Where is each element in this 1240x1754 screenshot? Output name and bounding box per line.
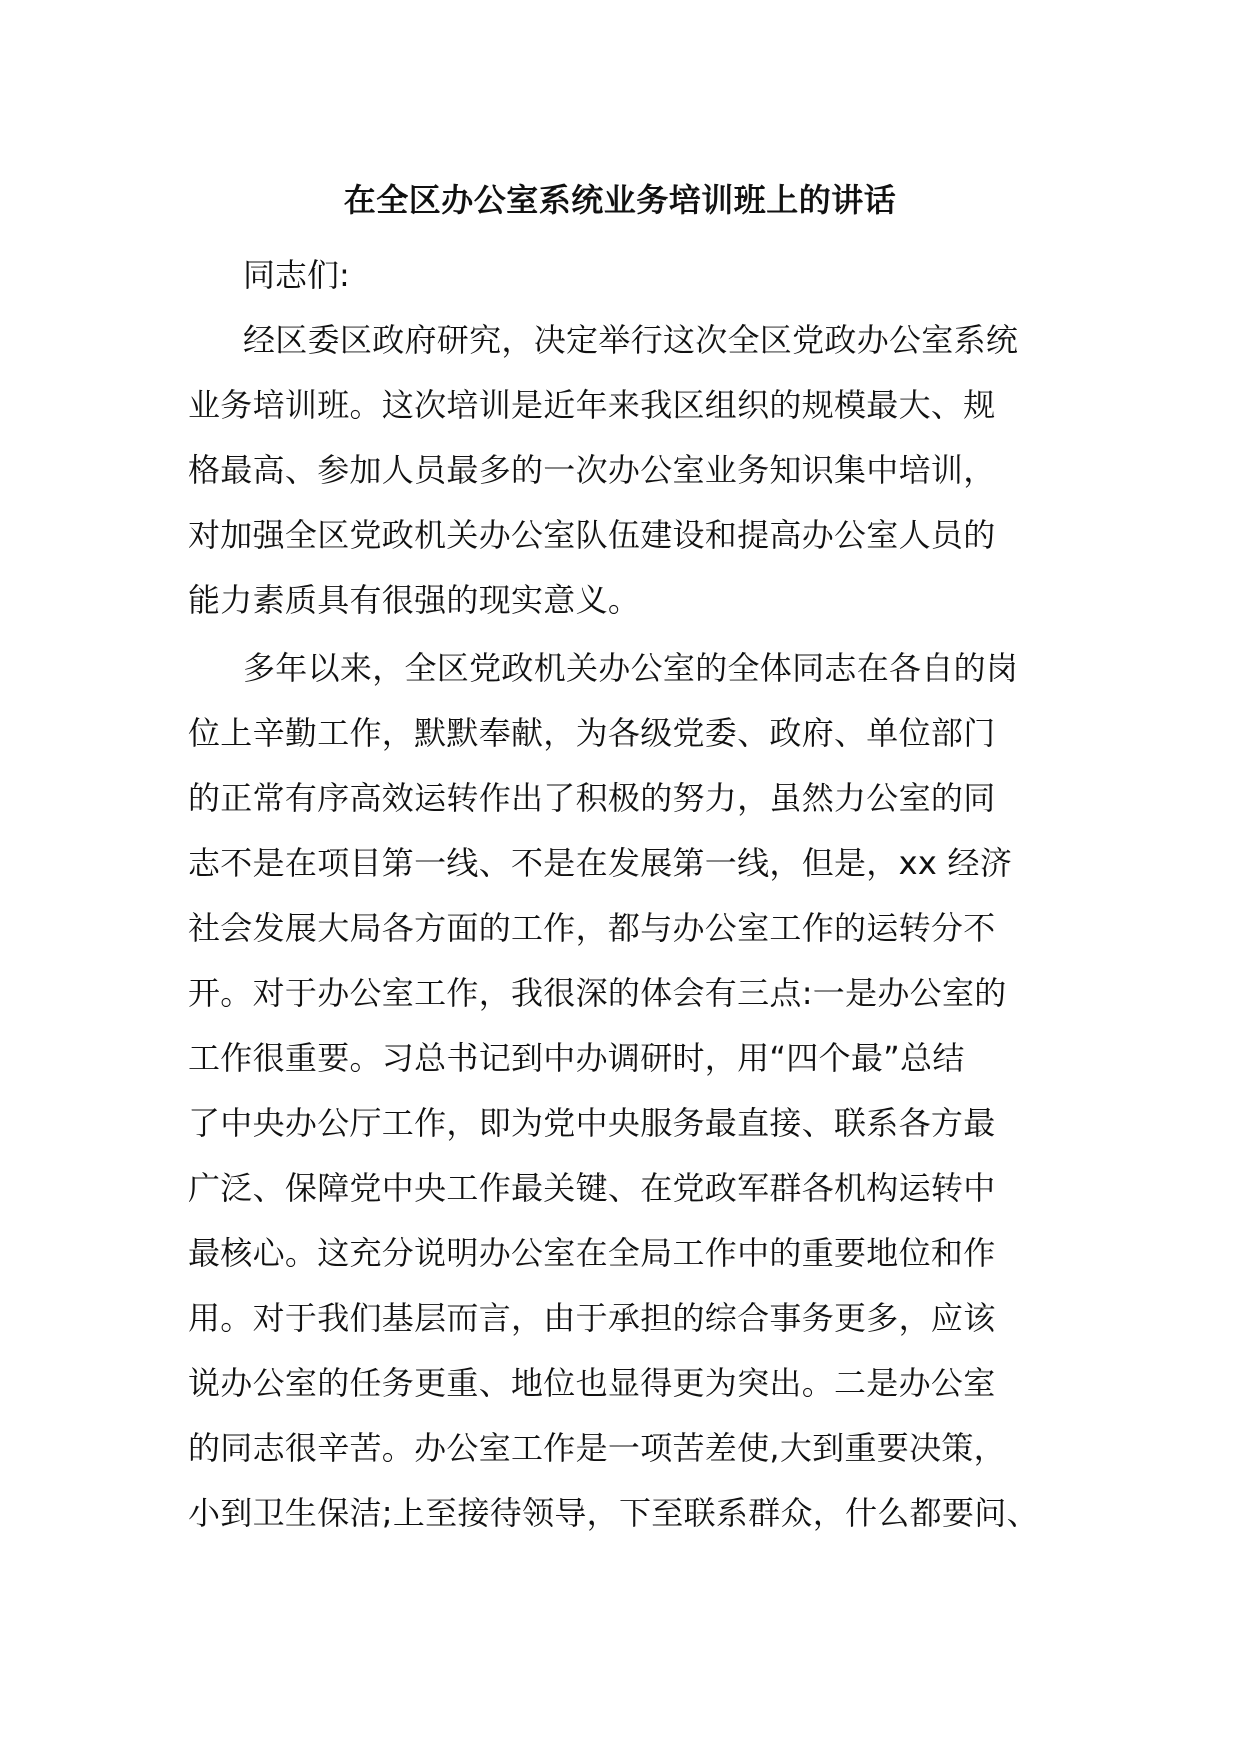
text-line: 业务培训班。这次培训是近年来我区组织的规模最大、规	[188, 386, 996, 424]
text-line: 工作很重要。习总书记到中办调研时，用“四个最”总结	[188, 1039, 965, 1077]
text-line: 的同志很辛苦。办公室工作是一项苦差使,大到重要决策，	[188, 1429, 1006, 1467]
document-title: 在全区办公室系统业务培训班上的讲话	[343, 181, 897, 219]
text-line: 的正常有序高效运转作出了积极的努力，虽然力公室的同	[188, 779, 996, 817]
text-line: 最核心。这充分说明办公室在全局工作中的重要地位和作	[188, 1234, 996, 1272]
text-line: 位上辛勤工作，默默奉献，为各级党委、政府、单位部门	[188, 714, 996, 752]
text-line: 社会发展大局各方面的工作，都与办公室工作的运转分不	[188, 909, 996, 947]
text-line: 多年以来，全区党政机关办公室的全体同志在各自的岗	[243, 649, 1019, 687]
text-line: 了中央办公厅工作，即为党中央服务最直接、联系各方最	[188, 1104, 996, 1142]
text-line: 格最高、参加人员最多的一次办公室业务知识集中培训，	[188, 451, 996, 489]
text-line: 小到卫生保洁;上至接待领导，下至联系群众，什么都要问、	[188, 1494, 1039, 1532]
text-line: 志不是在项目第一线、不是在发展第一线，但是，xx 经济	[188, 844, 1013, 882]
text-line: 广泛、保障党中央工作最关键、在党政军群各机构运转中	[188, 1169, 996, 1207]
paragraph-2	[188, 636, 1068, 1546]
text-line: 经区委区政府研究，决定举行这次全区党政办公室系统	[243, 321, 1019, 359]
document-body	[188, 242, 1068, 1546]
text-line: 能力素质具有很强的现实意义。	[188, 581, 641, 619]
text-line: 用。对于我们基层而言，由于承担的综合事务更多，应该	[188, 1299, 996, 1337]
salutation: 同志们:	[243, 256, 350, 294]
text-line: 说办公室的任务更重、地位也显得更为突出。二是办公室	[188, 1364, 996, 1402]
text-line: 开。对于办公室工作，我很深的体会有三点:一是办公室的	[188, 974, 1007, 1012]
paragraph-1	[188, 308, 1068, 633]
text-line: 对加强全区党政机关办公室队伍建设和提高办公室人员的	[188, 516, 996, 554]
